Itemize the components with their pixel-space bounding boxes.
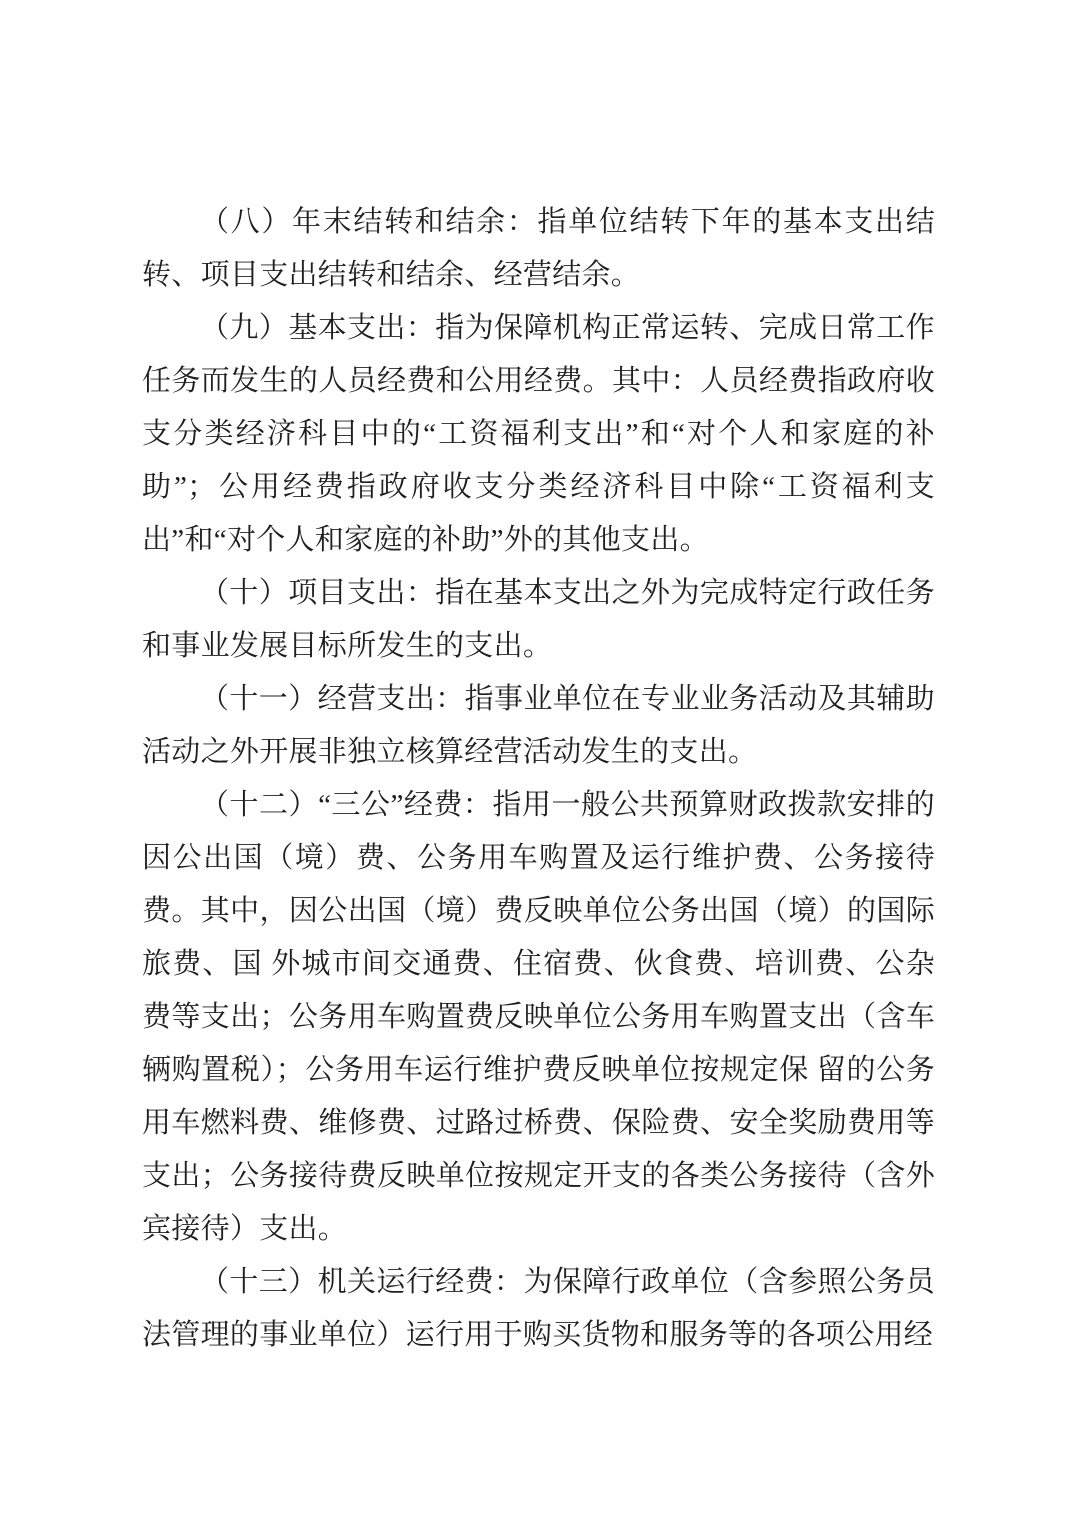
paragraph-item-13: （十三）机关运行经费：为保障行政单位（含参照公务员法管理的事业单位）运行用于购买货物和服务等的各项公用经 [142, 1266, 935, 1351]
paragraph-item-11: （十一）经营支出：指事业单位在专业业务活动及其辅助活动之外开展非独立核算经营活动发生的支出。 [142, 683, 935, 768]
paragraph-item-10: （十）项目支出：指在基本支出之外为完成特定行政任务和事业发展目标所发生的支出。 [142, 577, 935, 662]
paragraph-item-9: （九）基本支出：指为保障机构正常运转、完成日常工作任务而发生的人员经费和公用经费。其中：人员经费指政府收支分类经济科目中的“工资福利支出”和“对个人和家庭的补助”；公用经费指政府收支分类经济科目中除“工资福利支出”和“对个人和家庭的补助”外的其他支出。 [142, 312, 935, 556]
paragraph-item-8: （八）年末结转和结余：指单位结转下年的基本支出结转、项目支出结转和结余、经营结余。 [142, 206, 935, 291]
paragraph-item-12: （十二）“三公”经费：指用一般公共预算财政拨款安排的因公出国（境）费、公务用车购置及运行维护费、公务接待费。其中，因公出国（境）费反映单位公务出国（境）的国际旅费、国 外城市间交通费、住宿费、伙食费、培训费、公杂费等支出；公务用车购置费反映单位公务用车购置支出（含车辆购置税）；公务用车运行维护费反映单位按规定保 留的公务用车燃料费、维修费、过路过桥费、保险费、安全奖励费用等支出；公务接待费反映单位按规定开支的各类公务接待（含外宾接待）支出。 [142, 789, 935, 1245]
